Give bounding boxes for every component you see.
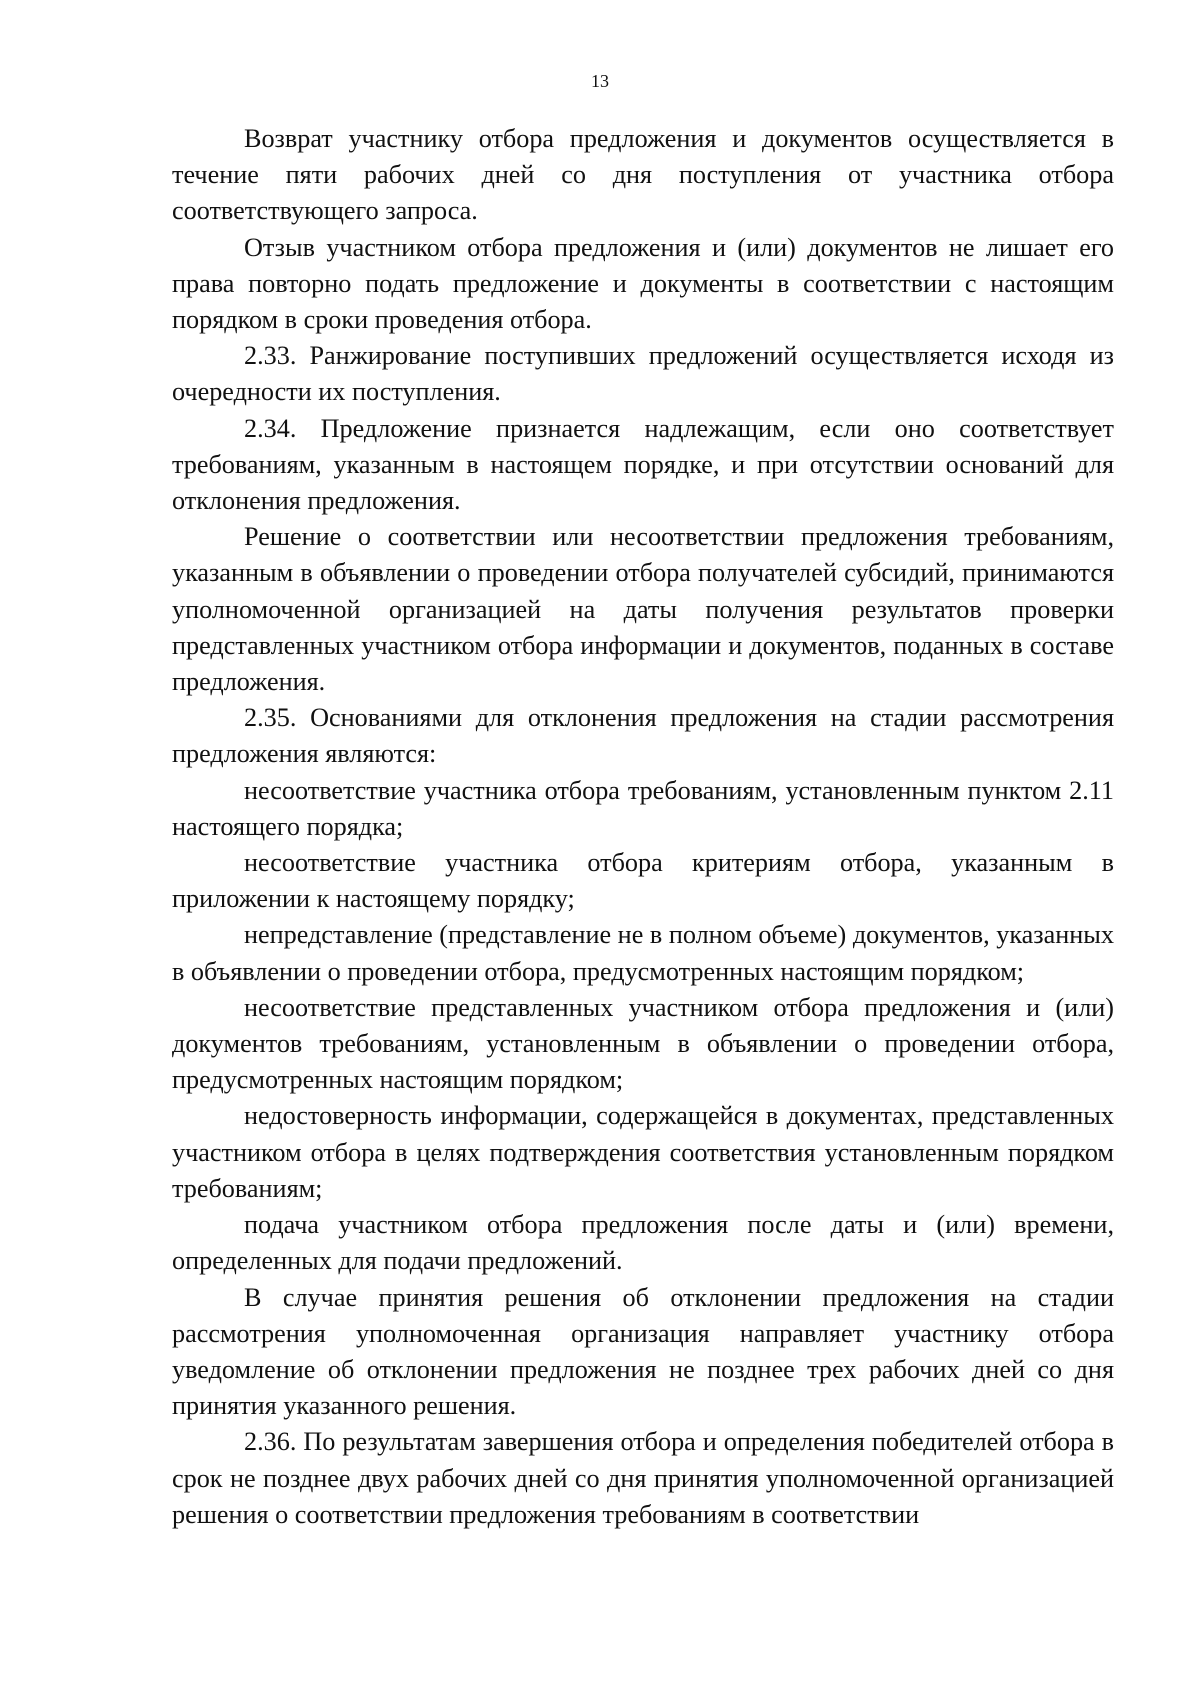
paragraph-2-35-rejection-grounds: 2.35. Основаниями для отклонения предложения на стадии рассмотрения предложения являются: xyxy=(172,703,1114,769)
paragraph-2-33-ranking: 2.33. Ранжирование поступивших предложений осуществляется исходя из очередности их поступления. xyxy=(172,341,1114,407)
list-item-missing-documents: непредставление (представление не в полном объеме) документов, указанных в объявлении о проведении отбора, предусмотренных настоящим порядком; xyxy=(172,920,1114,986)
list-item-late-submission: подача участником отбора предложения после даты и (или) времени, определенных для подачи предложений. xyxy=(172,1210,1114,1276)
paragraph-2-36-results: 2.36. По результатам завершения отбора и определения победителей отбора в срок не позднее двух рабочих дней со дня принятия уполномоченной организацией решения о соответствии предложения требованиям в соответствии xyxy=(172,1427,1114,1529)
list-item-selection-criteria: несоответствие участника отбора критериям отбора, указанным в приложении к настоящему порядку; xyxy=(172,848,1114,914)
list-item-participant-requirements: несоответствие участника отбора требованиям, установленным пунктом 2.11 настоящего порядка; xyxy=(172,775,1114,841)
list-item-unreliable-information: недостоверность информации, содержащейся в документах, представленных участником отбора в целях подтверждения соответствия установленным порядком требованиям; xyxy=(172,1101,1114,1203)
page-number: 13 xyxy=(591,71,609,91)
paragraph-return-of-documents: Возврат участнику отбора предложения и документов осуществляется в течение пяти рабочих дней со дня поступления от участника отбора соответствующего запроса. xyxy=(172,124,1114,226)
document-body xyxy=(172,121,1114,1533)
paragraph-compliance-decision: Решение о соответствии или несоответствии предложения требованиям, указанным в объявлении о проведении отбора получателей субсидий, принимаются уполномоченной организацией на даты получения результатов проверки представленных участником отбора информации и документов, поданных в составе предложения. xyxy=(172,522,1114,697)
list-item-document-noncompliance: несоответствие представленных участником отбора предложения и (или) документов требованиям, установленным в объявлении о проведении отбора, предусмотренных настоящим порядком; xyxy=(172,992,1114,1095)
paragraph-2-34-proper-proposal: 2.34. Предложение признается надлежащим, если оно соответствует требованиям, указанным в настоящем порядке, и при отсутствии оснований для отклонения предложения. xyxy=(172,413,1114,516)
paragraph-rejection-notice: В случае принятия решения об отклонении предложения на стадии рассмотрения уполномоченная организация направляет участнику отбора уведомление об отклонении предложения не позднее трех рабочих дней со дня принятия указанного решения. xyxy=(172,1282,1114,1421)
paragraph-withdrawal: Отзыв участником отбора предложения и (или) документов не лишает его права повторно подать предложение и документы в соответствии с настоящим порядком в сроки проведения отбора. xyxy=(172,232,1114,335)
